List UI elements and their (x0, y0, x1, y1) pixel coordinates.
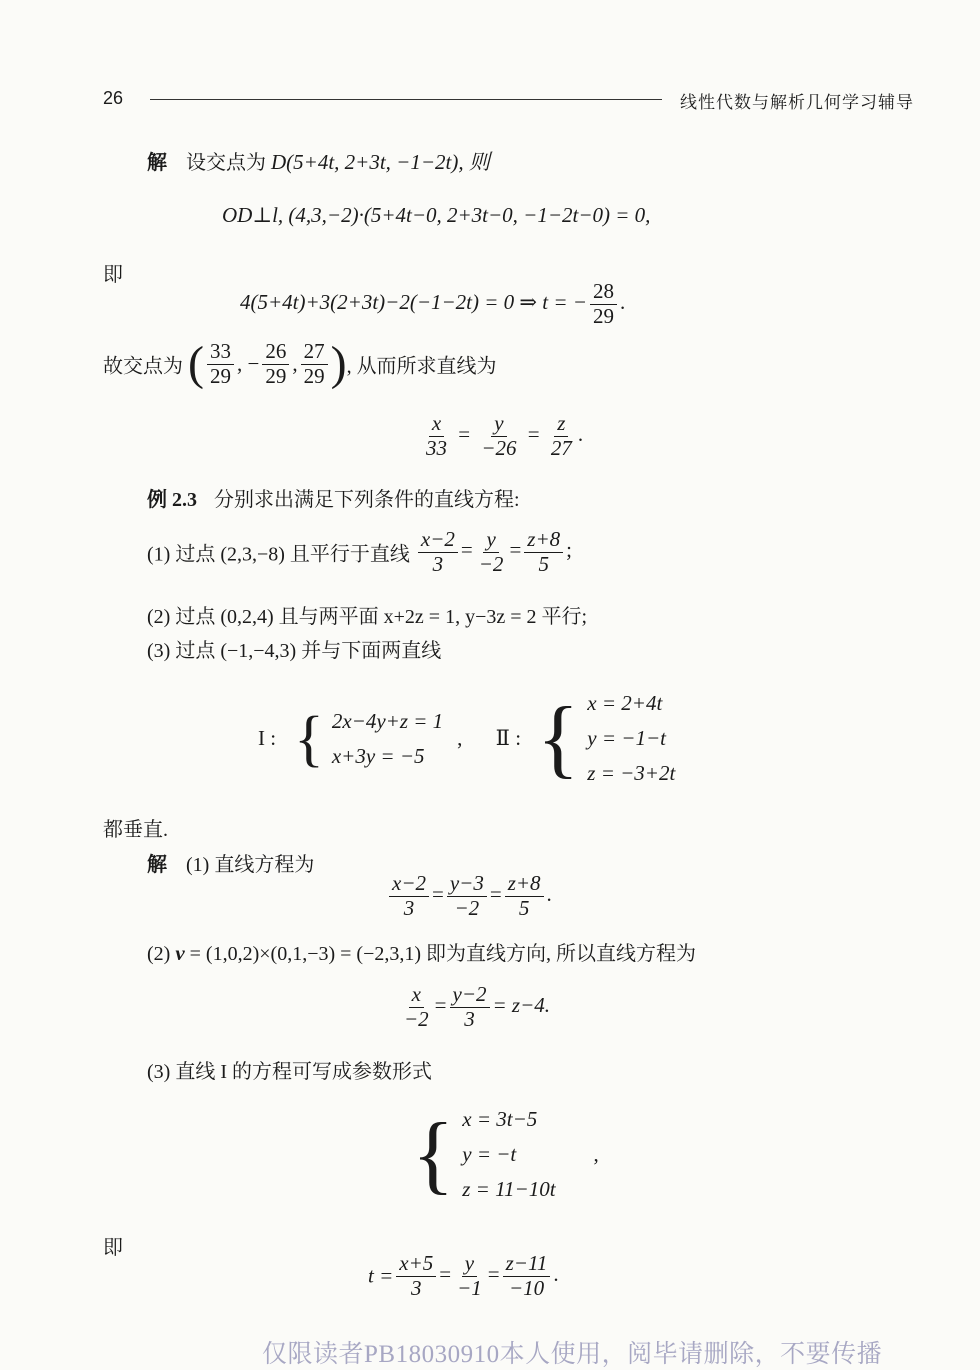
intersection-point-expr: D(5+4t, 2+3t, −1−2t), 则 (271, 150, 490, 174)
line-systems (258, 686, 675, 791)
line-frac-2-den: −26 (481, 436, 517, 461)
sol2-frac-2 (450, 983, 490, 1031)
param-system-body: { x = 3t−5 y = −t z = 11−10t , (412, 1102, 599, 1207)
cond1-f2-den: −2 (478, 552, 504, 577)
t-end: . (619, 289, 626, 314)
param-system (412, 1102, 599, 1207)
cond1-f1-den: 3 (432, 552, 444, 577)
line-frac-3 (548, 412, 575, 460)
sol2-frac-1 (401, 983, 432, 1031)
solve-t-equation (240, 280, 625, 328)
sol1-f1-num: x−2 (389, 872, 429, 897)
final-equation: t = $\frac{x+5}{3}$ = $\frac{y}{-1}$ = $\frac{z-11}{-10}$ . (368, 1251, 559, 1301)
sol1-equation: $\frac{x-2}{3}$ = $\frac{y-3}{-2}$ = $\frac{z+8}{5}$ . (386, 872, 552, 920)
final-frac-3 (503, 1252, 551, 1300)
intro-text: 设交点为 (186, 152, 266, 174)
coord-y (262, 340, 289, 388)
sol2-equation: $\frac{x}{-2}$ = $\frac{y-2}{3}$ = z−4. (398, 983, 550, 1031)
left-paren: ( (188, 337, 204, 391)
line-frac-1 (423, 412, 450, 460)
system-II-brace: { (537, 689, 580, 787)
coord-x-den: 29 (209, 364, 231, 389)
sol1-frac-3 (505, 872, 544, 920)
cond1-text: (1) 过点 (2,3,−8) 且平行于直线 (147, 543, 410, 566)
example-text: 分别求出满足下列条件的直线方程: (214, 489, 520, 511)
final-f3-num: z−11 (503, 1252, 551, 1277)
final-f3-den: −10 (508, 1276, 545, 1301)
system-II-eq2: y = −1−t (587, 726, 666, 750)
t-num: 28 (590, 280, 617, 305)
header-rule (150, 99, 662, 100)
sol1-f3-num: z+8 (505, 872, 544, 897)
resulting-line-equation: $\frac{x}{33}$ = $\frac{y}{-26}$ = $\frac{z}{27}$ . (420, 412, 583, 460)
final-f2-num: y (462, 1252, 477, 1277)
system-I-label: I : (258, 726, 277, 750)
system-II-equations (587, 686, 675, 791)
intersection-line: 故交点为 ( $\frac{33}{29}$ , − $\frac{26}{29}$ , $\frac{27}{29}$ ), 从而所求直线为 (103, 337, 497, 391)
example-label: 例 2.3 (147, 489, 197, 511)
sol1-frac-2 (447, 872, 487, 920)
t-fraction (590, 280, 617, 328)
system-II-label: Ⅱ : (495, 726, 522, 750)
sol2-f1-den: −2 (404, 1007, 429, 1032)
sol2-f2-num: y−2 (450, 983, 490, 1008)
sol1-f3-den: 5 (518, 896, 530, 921)
cond1-f3-num: z+8 (524, 528, 563, 553)
final-frac-1 (396, 1252, 436, 1300)
param-eq3: z = 11−10t (462, 1177, 556, 1201)
condition-2: (2) 过点 (0,2,4) 且与两平面 x+2z = 1, y−3z = 2 平行; (147, 606, 588, 628)
cond1-f3-den: 5 (538, 552, 549, 577)
param-eq2: y = −t (462, 1142, 517, 1166)
final-f1-den: 3 (411, 1276, 422, 1301)
book-title: 线性代数与解析几何学习辅导 (680, 93, 914, 112)
system-I: I : { 2x−4y+z = 1 x+3y = −5 , (258, 704, 463, 773)
sol1-frac-1 (389, 872, 429, 920)
intersection-text: 故交点为 (103, 355, 183, 378)
page-number: 26 (103, 88, 124, 108)
cond1-f2-num: y (483, 528, 498, 553)
param-brace: { (412, 1105, 455, 1203)
system-II (496, 686, 676, 791)
cond1-frac-2 (476, 528, 507, 576)
watermark: 仅限读者PB18030910本人使用，阅毕请删除，不要传播 (262, 1341, 883, 1368)
coord-y-den: 29 (265, 364, 287, 389)
sol2-rest: = (1,0,2)×(0,1,−3) = (−2,3,1) 即为直线方向, 所以直线方程为 (189, 943, 697, 965)
solution-1-heading (147, 848, 314, 877)
sol1-text: (1) 直线方程为 (186, 854, 315, 876)
condition-1: (1) 过点 (2,3,−8) 且平行于直线 $\frac{x-2}{3}$ = $\frac{y}{-2}$ = $\frac{z+8}{5}$ ; (147, 527, 572, 577)
sol2-tail: = z−4. (492, 992, 551, 1017)
system-I-brace: { (294, 704, 324, 773)
sol2-vector: v (175, 941, 185, 965)
coord-z (301, 340, 328, 388)
solution-intro (147, 146, 490, 176)
sol2-f2-den: 3 (464, 1007, 475, 1032)
perpendicular-text: 都垂直. (103, 819, 168, 841)
sol1-f2-den: −2 (454, 896, 480, 921)
final-f1-num: x+5 (396, 1252, 436, 1277)
cond1-frac-3 (524, 528, 563, 576)
intersection-tail: , 从而所求直线为 (346, 355, 497, 378)
cond1-frac-1 (418, 528, 458, 576)
right-paren: ) (330, 337, 347, 391)
coord-z-num: 27 (301, 340, 328, 365)
final-f2-den: −1 (457, 1276, 482, 1301)
coord-z-den: 29 (303, 364, 325, 389)
system-II-eq3: z = −3+2t (587, 761, 676, 785)
sol3-text: (3) 直线 I 的方程可写成参数形式 (147, 1061, 432, 1083)
line-frac-2-num: y (491, 412, 506, 437)
sol2-line (147, 937, 696, 966)
sol1-f2-num: y−3 (447, 872, 487, 897)
coord-x-num: 33 (207, 340, 234, 365)
line-frac-3-num: z (554, 412, 568, 437)
coord-x (207, 340, 234, 388)
system-I-eq1: 2x−4y+z = 1 (331, 708, 444, 733)
condition-3: (3) 过点 (−1,−4,3) 并与下面两直线 (147, 640, 442, 662)
solve-t-left: 4(5+4t)+3(2+3t)−2(−1−2t) = 0 ⇒ t = − (240, 289, 587, 314)
system-I-eq2: x+3y = −5 (331, 743, 425, 768)
line-frac-1-den: 33 (426, 436, 447, 461)
param-equations (462, 1102, 555, 1207)
line-frac-1-num: x (429, 412, 444, 437)
sol2-prefix: (2) (147, 943, 171, 965)
t-den: 29 (592, 304, 614, 329)
coord-y-num: 26 (262, 340, 289, 365)
perpendicular-equation: OD⊥l, (4,3,−2)·(5+4t−0, 2+3t−0, −1−2t−0) = 0, (222, 203, 651, 227)
ji-label-1: 即 (103, 264, 123, 286)
system-II-eq1: x = 2+4t (587, 691, 663, 715)
example-heading (147, 483, 520, 512)
line-frac-3-den: 27 (550, 436, 572, 461)
sol1-f1-den: 3 (403, 896, 415, 921)
param-eq1: x = 3t−5 (462, 1107, 538, 1131)
ji-label-2: 即 (103, 1237, 123, 1259)
cond1-f1-num: x−2 (418, 528, 458, 553)
solution-label-2: 解 (147, 854, 167, 876)
system-I-equations (332, 704, 443, 774)
sol2-f1-num: x (409, 983, 424, 1008)
final-lead: t = (368, 1263, 394, 1288)
solution-label: 解 (147, 152, 167, 174)
final-frac-2 (454, 1252, 485, 1300)
line-frac-2 (478, 412, 519, 460)
